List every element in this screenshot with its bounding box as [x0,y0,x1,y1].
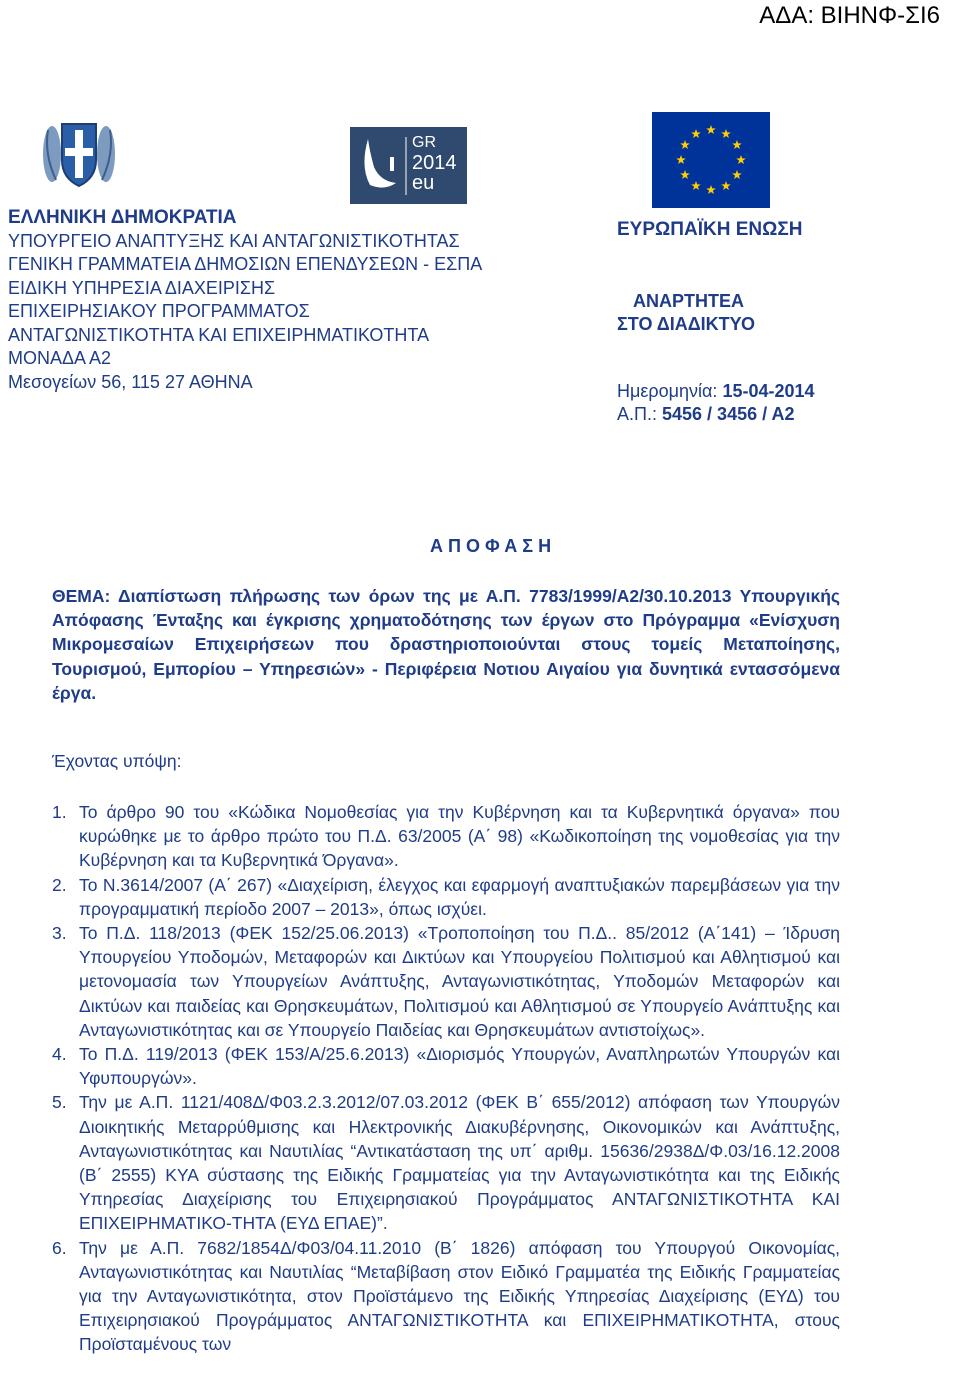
address: Μεσογείων 56, 115 27 ΑΘΗΝΑ [8,371,253,392]
ref-value: 5456 / 3456 / Α2 [662,404,795,424]
item-text: Την με Α.Π. 1121/408Δ/Φ03.2.3.2012/07.03.2012 (ΦΕΚ Β΄ 655/2012) απόφαση των Υπουργών Διοικητικής Μεταρρύθμισης και Ηλεκτρονικής Διακυβέρνησης, Οικονομικών και Ανάπτυξης, Ανταγωνιστικότητας και Ναυτιλίας “Αντικατάσταση της υπ΄ αριθμ. 15636/2938Δ/Φ.03/16.12.2008 (Β΄ 2555) ΚΥΑ σύστασης της Ειδικής Γραμματείας για την Ανταγωνιστικότητα και της Ειδικής Υπηρεσίας Διαχείρισης του Επιχειρησιακού Προγράμματος ΑΝΤΑΓΩΝΙΣΤΙΚΟΤΗΤΑ ΚΑΙ ΕΠΙΧΕΙΡΗΜΑΤΙΚΟ-ΤΗΤΑ (ΕΥΔ ΕΠΑΕ)”. [79,1092,840,1234]
ada-code: ΑΔΑ: ΒΙΗΝΦ-ΣΙ6 [759,2,940,29]
considerations-list [52,800,840,1357]
item-number: 5. [52,1092,67,1113]
list-item [52,1236,840,1357]
item-number: 2. [52,874,67,895]
item-number: 6. [52,1237,67,1258]
greek-emblem-logo [38,110,120,192]
nsrf-gr-text: GR [412,134,436,151]
item-text: Το Ν.3614/2007 (Α΄ 267) «Διαχείριση, έλεγχος και εφαρμογή αναπτυξιακών παρεμβάσεων για την προγραμματική περίοδο 2007 – 2013», όπως ισχύει. [79,874,840,919]
date-value: 15-04-2014 [722,380,815,401]
item-text: Την με Α.Π. 7682/1854Δ/Φ03/04.11.2010 (Β΄ 1826) απόφαση του Υπουργού Οικονομίας, Ανταγωνιστικότητας και Ναυτιλίας “Μεταβίβαση στον Ειδικό Γραμματέα της Ειδικής Γραμματείας για την Ανταγωνιστικότητα, στον Προϊστάμενο της Ειδικής Υπηρεσίας Διαχείρισης (ΕΥΔ) του Επιχειρησιακού Προγράμματος ΑΝΤΑΓΩΝΙΣΤΙΚΟΤΗΤΑ και ΕΠΙΧΕΙΡΗΜΑΤΙΚΟΤΗΤΑ, στους Προϊσταμένους των [79,1237,840,1355]
ministry-name: ΥΠΟΥΡΓΕΙΟ ΑΝΑΠΤΥΞΗΣ ΚΑΙ ΑΝΤΑΓΩΝΙΣΤΙΚΟΤΗΤΑΣ [8,230,460,251]
document-title: ΑΠΟΦΑΣΗ [430,536,557,556]
secretariat-name: ΓΕΝΙΚΗ ΓΡΑΜΜΑΤΕΙΑ ΔΗΜΟΣΙΩΝ ΕΠΕΝΔΥΣΕΩΝ - ΕΣΠΑ [8,254,483,274]
eu-flag-logo [652,112,770,208]
unit-name: ΜΟΝΑΔΑ Α2 [8,348,112,368]
post-online-notice [617,290,815,337]
nsrf-eu-text: eu [412,172,435,194]
eu-label: ΕΥΡΩΠΑΪΚΗ ΕΝΩΣΗ [617,219,803,240]
list-item [52,1090,840,1235]
nsrf-year-text: 2014 [412,152,457,174]
document-meta [617,380,815,427]
post-line-1: ΑΝΑΡΤΗΤΕΑ [633,290,744,311]
ref-label: Α.Π.: [617,404,663,424]
item-number: 3. [52,923,67,944]
subject-paragraph: ΘΕΜΑ: Διαπίστωση πλήρωσης των όρων της με Α.Π. 7783/1999/Α2/30.10.2013 Υπουργικής Απόφασης Ένταξης και έγκρισης χρηματοδότησης των έργων στο Πρόγραμμα «Ενίσχυση Μικρομεσαίων Επιχειρήσεων που δραστηριοποιούνται στους τομείς Μεταποίησης, Τουρισμού, Εμπορίου – Υπηρεσιών» - Περιφέρεια Νοτιου Αιγαίου για δυνητικά εντασσόμενα έργα. [52,586,840,703]
ref-line [617,403,815,427]
item-text: Το Π.Δ. 119/2013 (ΦΕΚ 153/Α/25.6.2013) «Διορισμός Υπουργών, Αναπληρωτών Υπουργών και Υφυπουργών». [79,1044,840,1089]
having-considered-heading: Έχοντας υπόψη: [52,751,182,771]
nsrf-2014-logo [350,127,467,204]
service-line-2: ΕΠΙΧΕΙΡΗΣΙΑΚΟΥ ΠΡΟΓΡΑΜΜΑΤΟΣ [8,301,310,321]
list-item [52,800,840,873]
list-item [52,921,840,1042]
date-label: Ημερομηνία: [617,380,723,401]
date-line [617,380,815,404]
item-text: Το Π.Δ. 118/2013 (ΦΕΚ 152/25.06.2013) «Τροποποίηση του Π.Δ.. 85/2012 (Α΄141) – Ίδρυση Υπουργείου Υποδομών, Μεταφορών και Δικτύων και Υπουργείου Πολιτισμού και Αθλητισμού και μετονομασία των Υπουργείων Ανάπτυξης, Ανταγωνιστικότητας, Υποδομών Μεταφορών και Δικτύων και παιδείας και Θρησκευμάτων, Πολιτισμού και Αθλητισμού σε Υπουργείο Ανάπτυξης και Ανταγωνιστικότητας και σε Υπουργείο Παιδείας και Θρησκευμάτων αντιστοίχως». [79,923,840,1040]
list-item [52,873,840,921]
service-line-1: ΕΙΔΙΚΗ ΥΠΗΡΕΣΙΑ ΔΙΑΧΕΙΡΙΣΗΣ [8,277,276,298]
item-number: 1. [52,802,67,822]
post-line-2: ΣΤΟ ΔΙΑΔΙΚΤΥΟ [617,314,755,334]
service-line-3: ΑΝΤΑΓΩΝΙΣΤΙΚΟΤΗΤΑ ΚΑΙ ΕΠΙΧΕΙΡΗΜΑΤΙΚΟΤΗΤΑ [8,324,430,345]
government-name: ΕΛΛΗΝΙΚΗ ΔΗΜΟΚΡΑΤΙΑ [8,207,237,228]
item-text: Το άρθρο 90 του «Κώδικα Νομοθεσίας για την Κυβέρνηση και τα Κυβερνητικά όργανα» που κυρώθηκε με το άρθρο πρώτο του Π.Δ. 63/2005 (Α΄ 98) «Κωδικοποίηση της νομοθεσίας για την Κυβέρνηση και τα Κυβερνητικά Όργανα». [79,802,840,871]
recipient-block [617,218,815,427]
issuer-block [8,206,482,394]
list-item [52,1042,840,1090]
item-number: 4. [52,1044,67,1065]
